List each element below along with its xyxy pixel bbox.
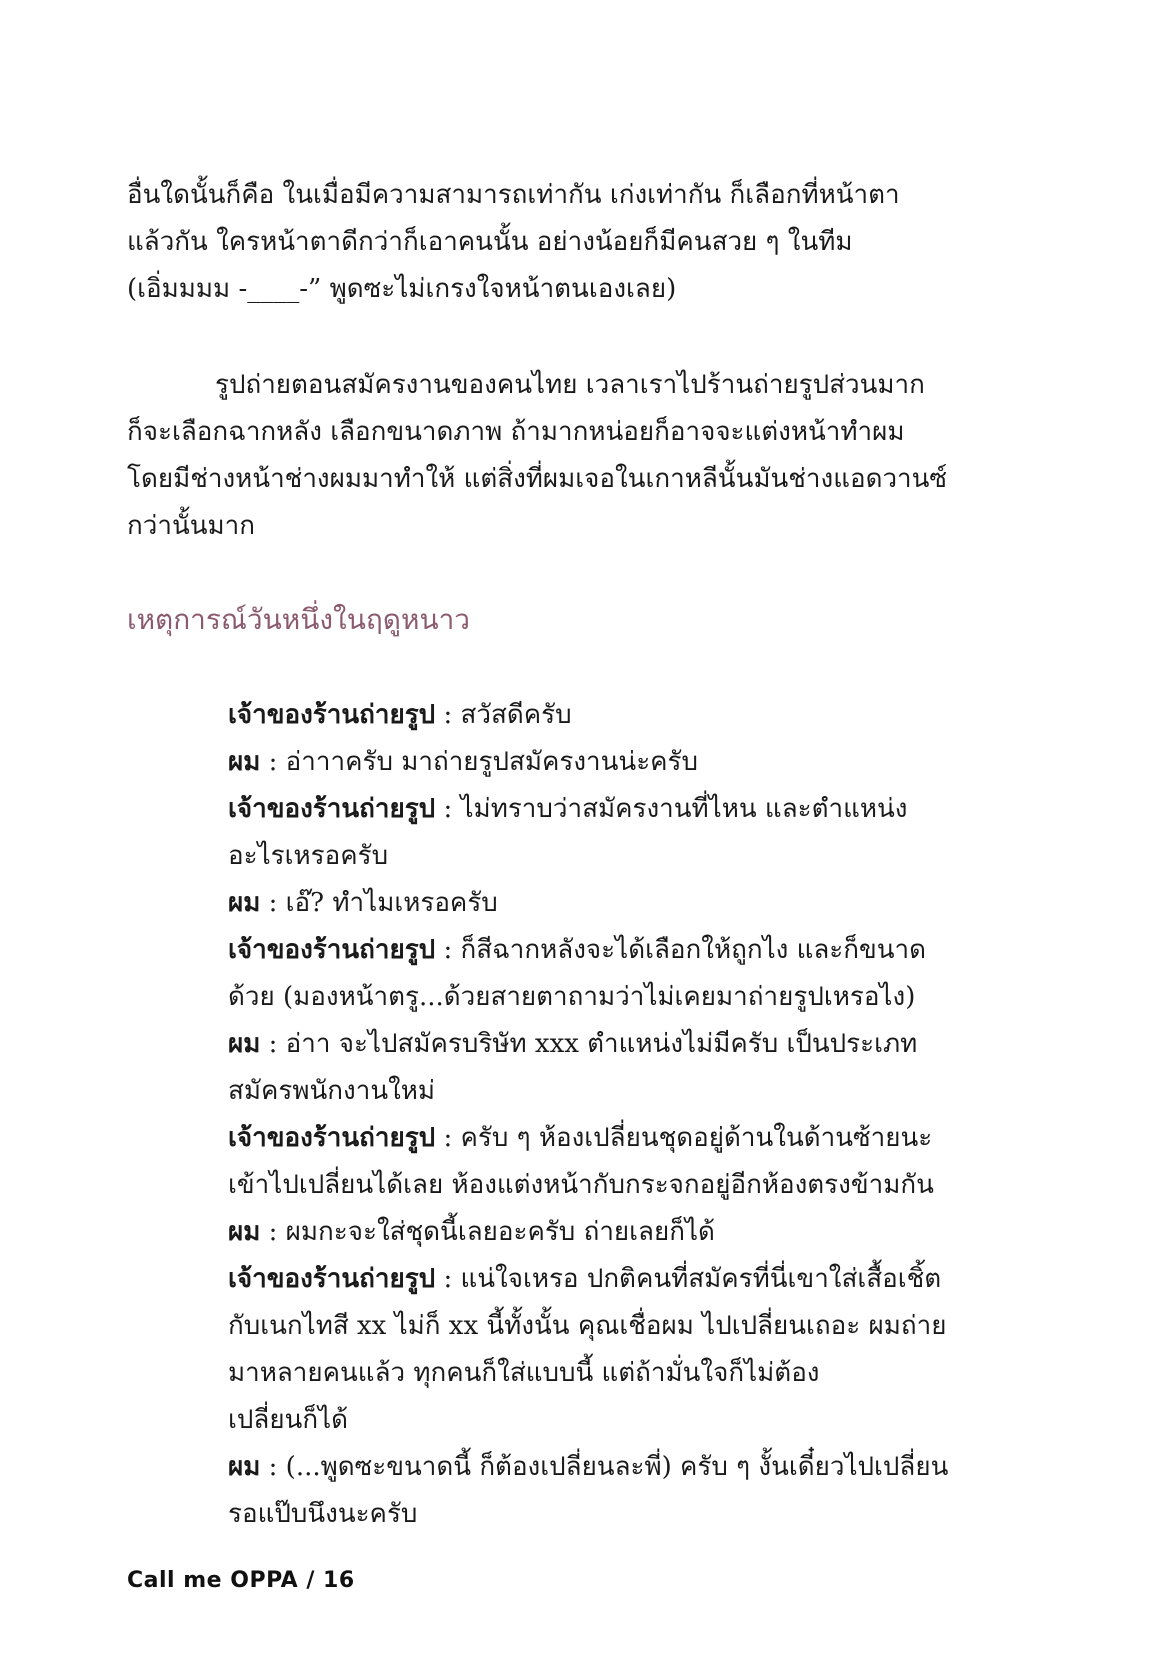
dialogue-line (228, 1162, 968, 1209)
dialogue-line (228, 1209, 968, 1256)
dialogue-speaker: ผม (228, 1452, 261, 1482)
dialogue-speaker: ผม (228, 1029, 261, 1059)
paragraph-line: (เอิ่มมมม -____-” พูดซะไม่เกรงใจหน้าตนเองเลย) (127, 274, 677, 304)
dialogue-separator: : (435, 1264, 461, 1294)
dialogue-text: รอแป๊บนึงนะครับ (228, 1499, 418, 1529)
page-footer: Call me OPPA / 16 (127, 1568, 355, 1593)
dialogue-line (228, 974, 968, 1021)
dialogue-line (228, 1350, 968, 1397)
paragraph-line: ก็จะเลือกฉากหลัง เลือกขนาดภาพ ถ้ามากหน่อยก็อาจจะแต่งหน้าทำผม (127, 417, 905, 447)
dialogue-line (228, 880, 968, 927)
dialogue-line (228, 927, 968, 974)
dialogue-text: ครับ ๆ ห้องเปลี่ยนชุดอยู่ด้านในด้านซ้ายนะ (460, 1123, 933, 1153)
dialogue-line (228, 1491, 968, 1538)
dialogue-text: เปลี่ยนก็ได้ (228, 1405, 349, 1435)
dialogue-line (228, 739, 968, 786)
paragraph-2 (127, 362, 962, 550)
dialogue-separator: : (435, 1123, 461, 1153)
paragraph-line: รูปถ่ายตอนสมัครงานของคนไทย เวลาเราไปร้านถ่ายรูปส่วนมาก (215, 370, 925, 400)
dialogue-text: เอ๊? ทำไมเหรอครับ (285, 888, 498, 918)
dialogue-speaker: เจ้าของร้านถ่ายรูป (228, 1264, 436, 1294)
dialogue-speaker: เจ้าของร้านถ่ายรูป (228, 1123, 436, 1153)
dialogue-line (228, 1444, 968, 1491)
dialogue-text: มาหลายคนแล้ว ทุกคนก็ใส่แบบนี้ แต่ถ้ามั่นใจก็ไม่ต้อง (228, 1358, 820, 1388)
dialogue-line (228, 1021, 968, 1068)
dialogue-speaker: ผม (228, 888, 261, 918)
dialogue-speaker: เจ้าของร้านถ่ายรูป (228, 700, 436, 730)
dialogue-text: กับเนกไทสี xx ไม่ก็ xx นี้ทั้งนั้น คุณเชื่อผม ไปเปลี่ยนเถอะ ผมถ่าย (228, 1311, 947, 1341)
dialogue-text: ผมกะจะใส่ชุดนี้เลยอะครับ ถ่ายเลยก็ได้ (285, 1217, 715, 1247)
dialogue-separator: : (260, 1029, 286, 1059)
dialogue-line (228, 1115, 968, 1162)
dialogue-text: ก็สีฉากหลังจะได้เลือกให้ถูกไง และก็ขนาด (460, 935, 927, 965)
dialogue-separator: : (435, 935, 461, 965)
dialogue-speaker: ผม (228, 1217, 261, 1247)
dialogue-line (228, 1397, 968, 1444)
dialogue-text: ด้วย (มองหน้าตรู...ด้วยสายตาถามว่าไม่เคยมาถ่ายรูปเหรอไง) (228, 982, 916, 1012)
dialogue-separator: : (260, 1452, 286, 1482)
dialogue-speaker: ผม (228, 747, 261, 777)
dialogue-line (228, 1256, 968, 1303)
dialogue-line (228, 1068, 968, 1115)
dialogue-text: แน่ใจเหรอ ปกติคนที่สมัครที่นี่เขาใส่เสื้อเชิ้ต (460, 1264, 942, 1294)
dialogue-separator: : (260, 888, 286, 918)
dialogue-line (228, 692, 968, 739)
dialogue-text: สวัสดีครับ (460, 700, 572, 730)
paragraph-line: กว่านั้นมาก (127, 511, 255, 541)
dialogue-line (228, 1303, 968, 1350)
dialogue-speaker: เจ้าของร้านถ่ายรูป (228, 935, 436, 965)
dialogue-text: สมัครพนักงานใหม่ (228, 1076, 436, 1106)
paragraph-line: อื่นใดนั้นก็คือ ในเมื่อมีความสามารถเท่ากัน เก่งเท่ากัน ก็เลือกที่หน้าตา (127, 180, 900, 210)
dialogue-separator: : (260, 1217, 286, 1247)
dialogue-text: (...พูดซะขนาดนี้ ก็ต้องเปลี่ยนละพี่) ครับ ๆ งั้นเดี๋ยวไปเปลี่ยน (285, 1452, 949, 1482)
paragraph-line: โดยมีช่างหน้าช่างผมมาทำให้ แต่สิ่งที่ผมเจอในเกาหลีนั้นมันช่างแอดวานซ์ (127, 464, 948, 494)
paragraph-line: แล้วกัน ใครหน้าตาดีกว่าก็เอาคนนั้น อย่างน้อยก็มีคนสวย ๆ ในทีม (127, 227, 853, 257)
dialogue-text: ไม่ทราบว่าสมัครงานที่ไหน และตำแหน่ง (460, 794, 908, 824)
dialogue-speaker: เจ้าของร้านถ่ายรูป (228, 794, 436, 824)
paragraph-1 (127, 172, 962, 313)
dialogue-text: เข้าไปเปลี่ยนได้เลย ห้องแต่งหน้ากับกระจกอยู่อีกห้องตรงข้ามกัน (228, 1170, 934, 1200)
dialogue-separator: : (260, 747, 286, 777)
dialogue-text: อ่าาาครับ มาถ่ายรูปสมัครงานน่ะครับ (285, 747, 699, 777)
dialogue-text: อ่าา จะไปสมัครบริษัท xxx ตำแหน่งไม่มีครับ เป็นประเภท (285, 1029, 918, 1059)
dialogue-block (228, 692, 968, 1538)
dialogue-separator: : (435, 794, 461, 824)
dialogue-line (228, 833, 968, 880)
dialogue-line (228, 786, 968, 833)
section-heading: เหตุการณ์วันหนึ่งในฤดูหนาว (127, 603, 471, 636)
dialogue-separator: : (435, 700, 461, 730)
dialogue-text: อะไรเหรอครับ (228, 841, 389, 871)
